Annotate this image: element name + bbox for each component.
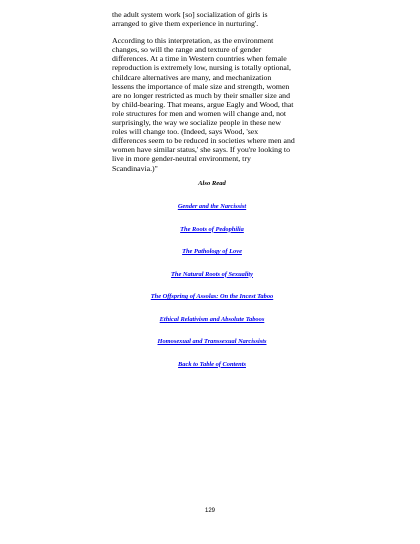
list-item <box>112 335 312 346</box>
link-pathology-of-love[interactable]: The Pathology of Love <box>182 248 242 255</box>
paragraph-2: According to this interpretation, as the environment changes, so will the range and texture of gender differences. At a time in Western countries when female reproduction is extremely low, nursing is totally optional, childcare alternatives are many, and mechanization lessens the importance of male size and strength, women are no longer restricted as much by their smaller size and by child-bearing. That means, argue Eagly and Wood, that role structures for men and women will change and, not surprisingly, the way we socialize people in these new roles will change too. (Indeed, says Wood, 'sex differences seem to be reduced in societies where men and women have similar status,' she says. If you're looking to live in more gender-neutral environment, try Scandinavia.)" <box>112 36 295 173</box>
also-read-heading: Also Read <box>198 180 226 187</box>
list-item <box>112 245 312 256</box>
related-links-list <box>112 200 312 369</box>
list-item <box>112 223 312 234</box>
paragraph-1: the adult system work [so] socialization of girls is arranged to give them experience in nurturing'. <box>112 10 268 29</box>
link-ethical-relativism[interactable]: Ethical Relativism and Absolute Taboos <box>159 315 265 323</box>
page-number: 129 <box>204 508 215 514</box>
link-offspring-of-assolas[interactable]: The Offspring of Assolas: On the Incest Taboo <box>150 293 274 300</box>
list-item <box>112 313 312 324</box>
list-item <box>112 268 312 279</box>
link-roots-of-pedophilia[interactable]: The Roots of Pedophilia <box>180 225 244 233</box>
list-item <box>112 358 312 369</box>
list-item <box>112 200 312 211</box>
link-natural-roots-of-sexuality[interactable]: The Natural Roots of Sexuality <box>170 270 254 278</box>
link-back-to-table-of-contents[interactable]: Back to Table of Contents <box>178 360 246 368</box>
body-text <box>112 10 312 181</box>
also-read-section <box>112 180 312 380</box>
list-item <box>112 290 312 301</box>
link-gender-and-the-narcissist[interactable]: Gender and the Narcissist <box>177 203 247 210</box>
link-homosexual-transsexual-narcissists[interactable]: Homosexual and Transsexual Narcissists <box>157 338 267 345</box>
